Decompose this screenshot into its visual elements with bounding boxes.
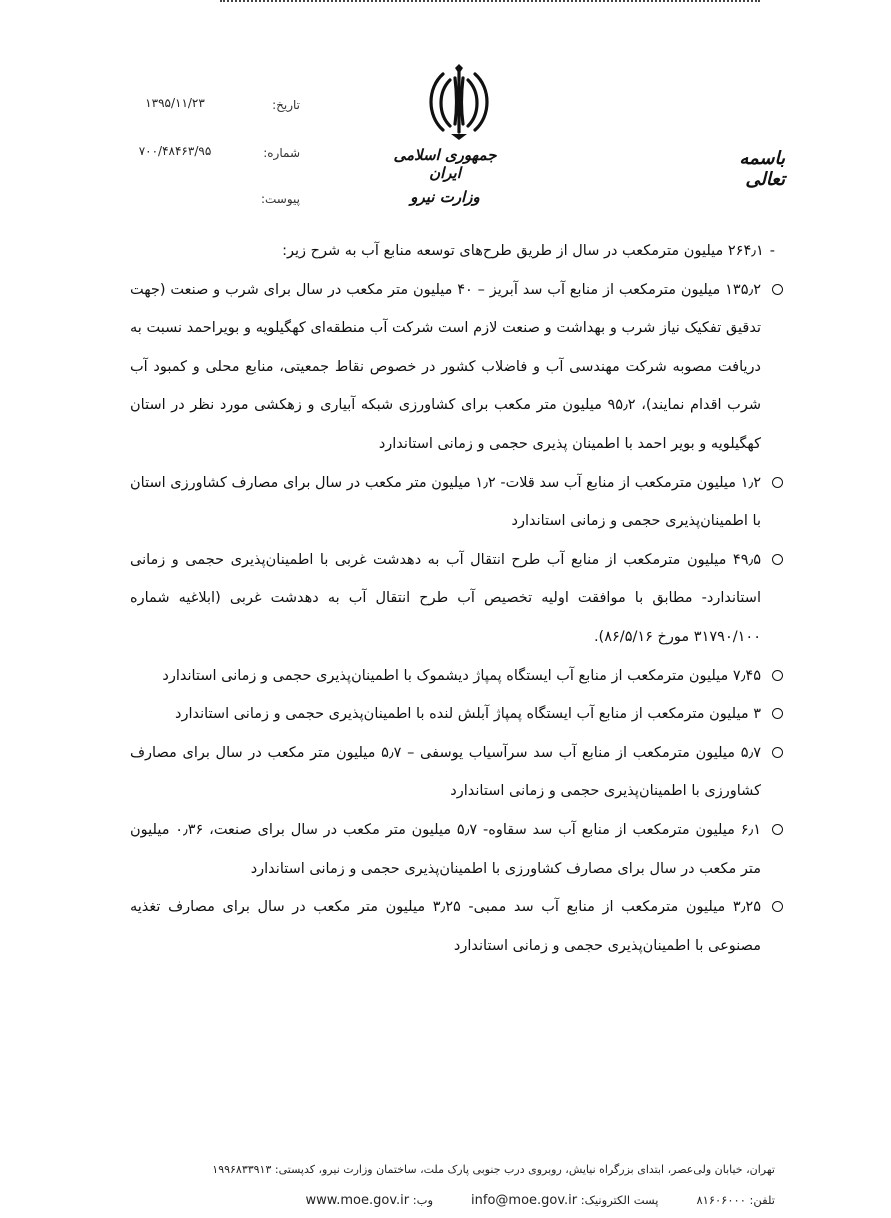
list-item-text: ۶٫۱ میلیون مترمکعب از منابع آب سد سقاوه- ۵٫۷ میلیون متر مکعب در سال برای صنعت، ۰٫۳۶ میلیون متر مکعب در سال برای مصارف کشاورزی با اطمینان‌پذیری حجمی و زمانی استاندارد [130,821,761,877]
letter-body [130,232,775,965]
list-item [130,811,775,888]
circle-bullet-icon [772,708,783,719]
list-item [130,464,775,541]
circle-bullet-icon [772,824,783,835]
number-value: ۷۰۰/۴۸۴۶۳/۹۵ [138,144,212,158]
footer-email-group [471,1193,658,1208]
country-name: جمهوری اسلامی ایران [393,146,497,182]
intro-dash: - [769,243,775,259]
intro-paragraph [130,232,775,271]
date-label: تاریخ: [272,98,300,112]
attachment-label: پیوست: [260,192,300,206]
circle-bullet-icon [772,554,783,565]
footer-web-group [306,1193,433,1208]
ministry-name: وزارت نیرو [410,188,480,206]
footer-phone: تلفن: ۸۱۶۰۶۰۰۰ [696,1193,775,1207]
intro-text: ۲۶۴٫۱ میلیون مترمکعب در سال از طریق طرح‌های توسعه منابع آب به شرح زیر: [282,243,764,259]
circle-bullet-icon [772,901,783,912]
circle-bullet-icon [772,284,783,295]
besmellah-heading: باسمه تعالی [739,148,785,190]
list-item-text: ۵٫۷ میلیون مترمکعب از منابع آب سد سرآسیاب یوسفی – ۵٫۷ میلیون متر مکعب در سال برای مصارف کشاورزی با اطمینان‌پذیری حجمی و زمانی استاندارد [130,744,761,800]
list-item [130,541,775,657]
list-item-text: ۱۳۵٫۲ میلیون مترمکعب از منابع آب سد آبریز – ۴۰ میلیون متر مکعب در سال برای شرب و صنعت (جهت تدقیق تفکیک نیاز شرب و بهداشت و صنعت لازم است شرکت آب منطقه‌ای کهگیلویه و بویراحمد نسبت به دریافت مصوبه شرکت مهندسی آب و فاضلاب کشور در خصوص نقاط جمعیتی، منابع محلی و کمبود آب شرب اقدام نمایند)، ۹۵٫۲ میلیون متر مکعب برای کشاورزی شبکه آبیاری و زهکشی مورد نظر در استان کهگیلویه و بویر احمد با اطمینان پذیری حجمی و زمانی استاندارد [130,281,761,452]
footer-contact [120,1193,775,1208]
list-item [130,657,775,696]
footer-web-link[interactable]: www.moe.gov.ir [305,1193,410,1208]
allocation-list [130,271,775,966]
circle-bullet-icon [772,477,783,488]
footer-email-link[interactable]: info@moe.gov.ir [471,1193,578,1208]
list-item [130,734,775,811]
footer-web-label: وب: [412,1193,434,1207]
list-item-text: ۳٫۲۵ میلیون مترمکعب از منابع آب سد ممبی- ۳٫۲۵ میلیون متر مکعب در سال برای مصارف تغذیه مصنوعی با اطمینان‌پذیری حجمی و زمانی استاندارد [130,899,761,954]
list-item [130,271,775,464]
top-edge-artifact [220,0,760,8]
list-item [130,695,775,734]
iran-emblem-icon [421,64,497,142]
list-item-text: ۳ میلیون مترمکعب از منابع آب ایستگاه پمپاژ آبلش لنده با اطمینان‌پذیری حجمی و زمانی استاندارد [175,706,761,723]
footer-address: تهران، خیابان ولی‌عصر، ابتدای بزرگراه نیایش، روبروی درب جنوبی پارک ملت، ساختمان وزارت نیرو، کدپستی: ۱۹۹۶۸۳۳۹۱۳ [212,1163,775,1176]
footer-email-label: پست الکترونیک: [580,1193,659,1207]
circle-bullet-icon [772,747,783,758]
date-value: ۱۳۹۵/۱۱/۲۳ [145,96,205,110]
list-item-text: ۱٫۲ میلیون مترمکعب از منابع آب سد قلات- ۱٫۲ میلیون متر مکعب در سال برای مصارف کشاورزی استان با اطمینان‌پذیری حجمی و زمانی استاندارد [130,474,762,530]
list-item-text: ۷٫۴۵ میلیون مترمکعب از منابع آب ایستگاه پمپاژ دیشموک با اطمینان‌پذیری حجمی و زمانی استاندارد [162,667,761,684]
list-item-text: ۴۹٫۵ میلیون مترمکعب از منابع آب طرح انتقال آب به دهدشت غربی با اطمینان‌پذیری حجمی و زمانی استاندارد- مطابق با موافقت اولیه تخصیص آب طرح انتقال آب به دهدشت غربی (ابلاغیه شماره ۳۱۷۹۰/۱۰۰ مورخ ۸۶/۵/۱۶). [130,551,761,645]
list-item [130,888,775,965]
circle-bullet-icon [772,670,783,681]
number-label: شماره: [263,146,300,160]
